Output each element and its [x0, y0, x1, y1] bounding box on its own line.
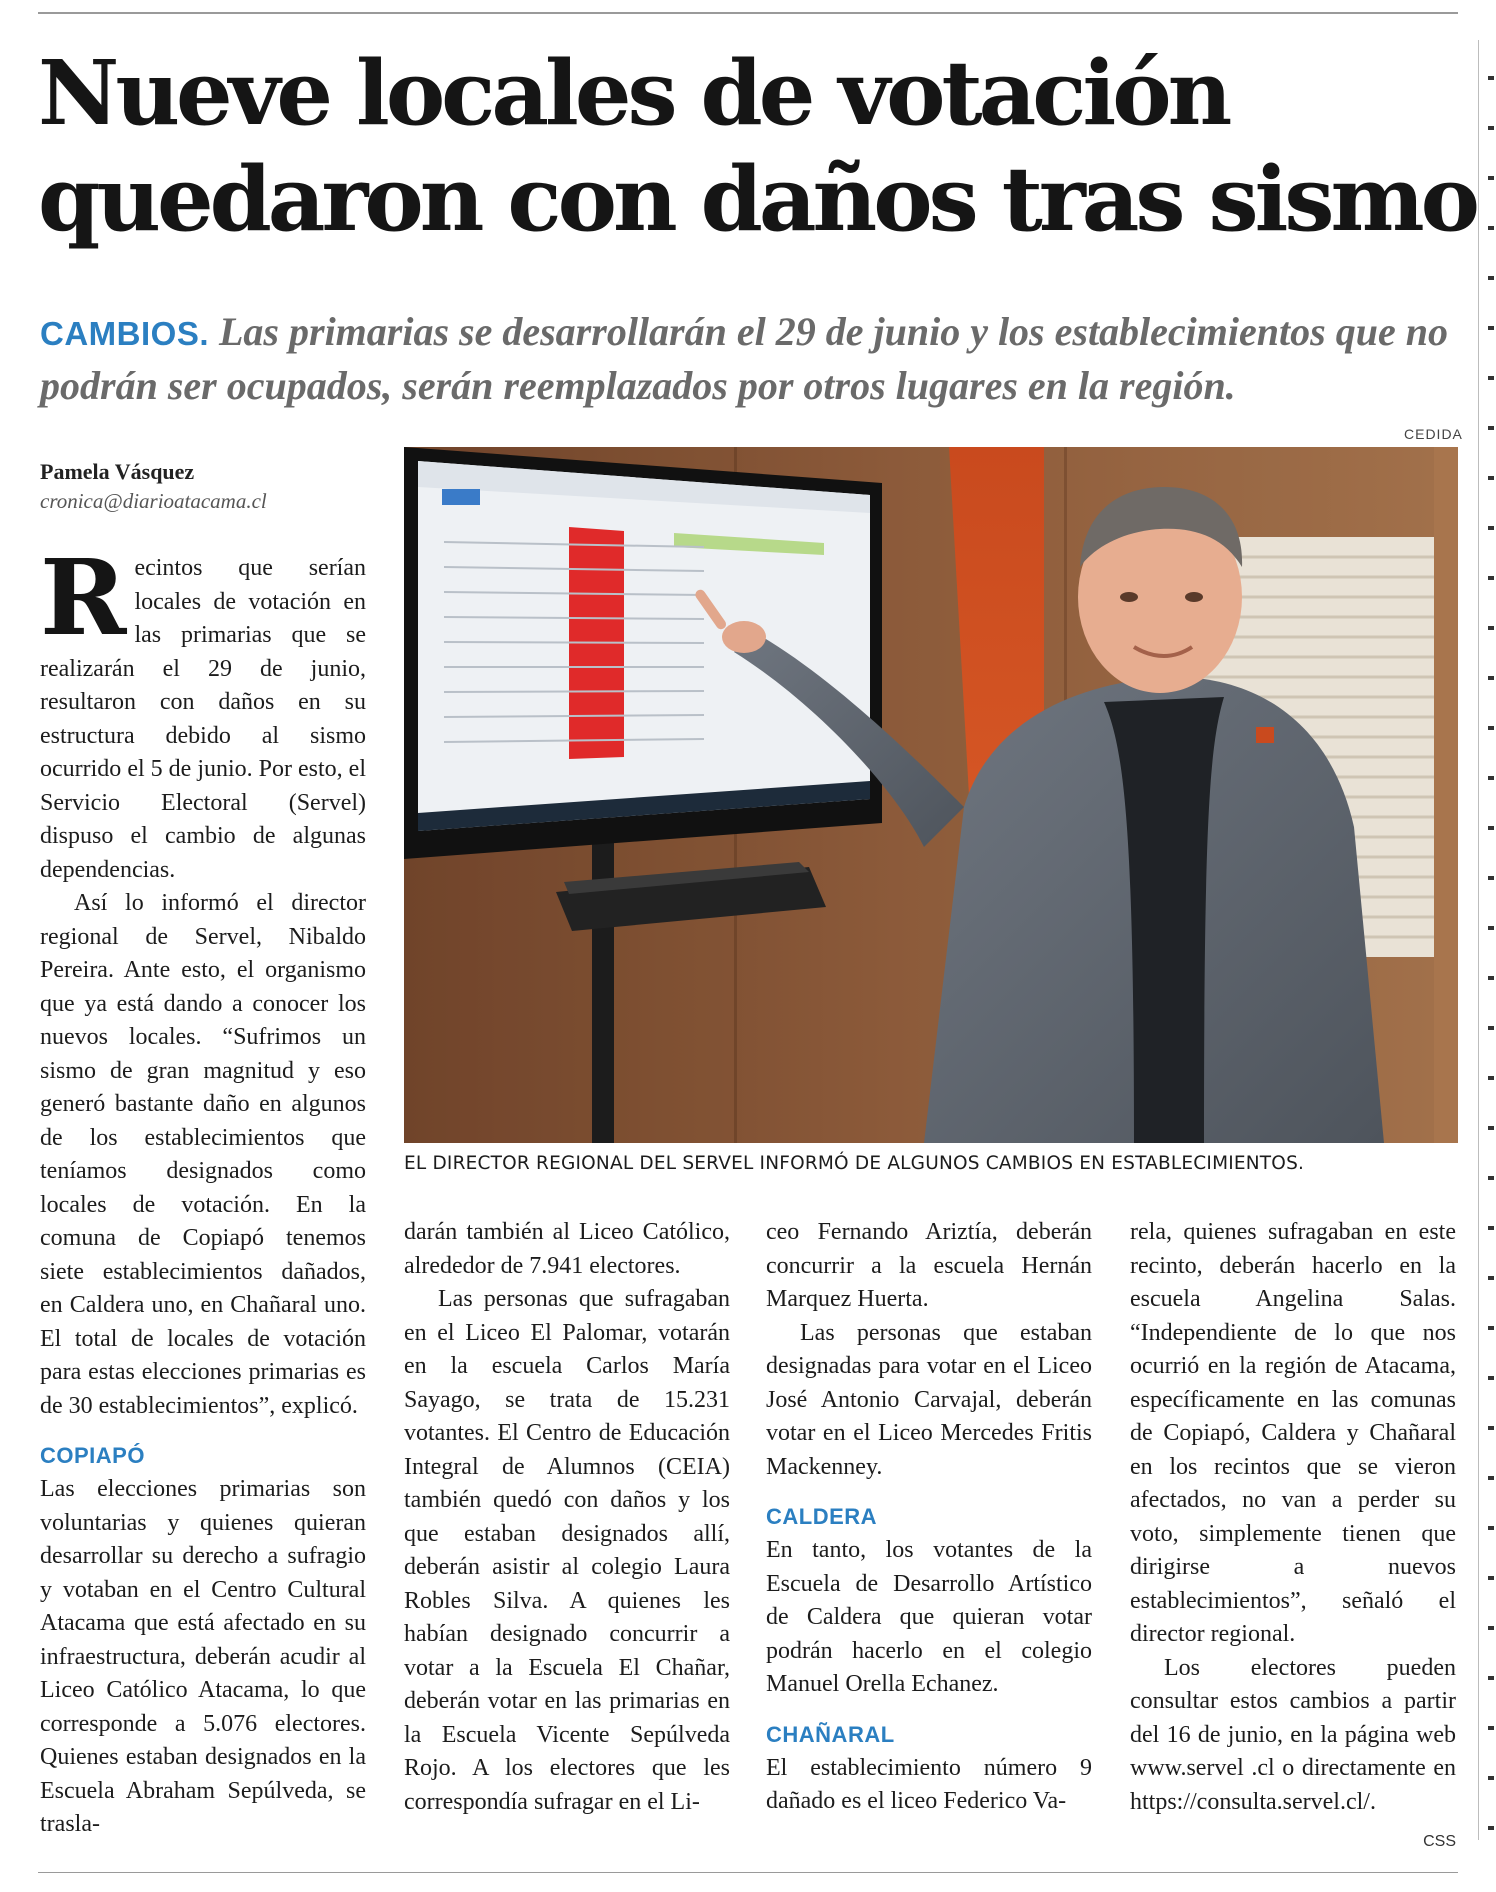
paragraph: Las personas que sufragaban en el Liceo El Palomar, votarán en la escuela Carlos María Sayago, se trata de 15.231 votantes. El Centro de Educación Integral de Alumnos (CEIA) también quedó con daños y los que estaban designados allí, deberán asistir al colegio Laura Robles Silva. A quienes les habían designado concurrir a votar a la Escuela El Chañar, deberán votar en las primarias en la Escuela Vicente Sepúlveda Rojo. A los electores que les correspondía sufragar en el Li- — [404, 1286, 730, 1815]
subhead-caldera: CALDERA — [766, 1504, 878, 1529]
photo-caption: EL DIRECTOR REGIONAL DEL SERVEL INFORMÓ DE ALGUNOS CAMBIOS EN ESTABLECIMIENTOS. — [404, 1153, 1305, 1174]
subhead-chanaral: CHAÑARAL — [766, 1721, 895, 1747]
article-photo — [404, 447, 1458, 1143]
subhead-copiapo: COPIAPÓ — [40, 1443, 145, 1468]
column-2 — [404, 1216, 730, 1819]
author-email: cronica@diarioatacama.cl — [40, 489, 267, 513]
paragraph: rela, quienes sufragaban en este recinto, deberán hacerlo en la escuela Angelina Salas. “Independiente de lo que nos ocurrió en la región de Atacama, específicamente en las comunas de Copiapó, Caldera y Chañaral en los recintos que se vieron afectados, no van a perder su voto, simplemente tienen que dirigirse a nuevos establecimientos”, señaló el director regional. — [1130, 1219, 1456, 1647]
author-name: Pamela Vásquez — [40, 459, 195, 484]
bottom-rule — [38, 1872, 1458, 1873]
end-mark: CSS — [1423, 1833, 1456, 1850]
paragraph: darán también al Liceo Católico, alrededor de 7.941 electores. — [404, 1219, 730, 1279]
photo-credit: CEDIDA — [1404, 426, 1463, 442]
paragraph: Así lo informó el director regional de Servel, Nibaldo Pereira. Ante esto, el organismo que ya está dando a conocer los nuevos locales. “Sufrimos un sismo de gran magnitud y eso generó bastante daño en algunos de los establecimientos que teníamos designados como locales de votación. En la comuna de Copiapó tenemos siete establecimientos dañados, en Caldera uno, en Chañaral uno. El total de locales de votación para estas elecciones primarias es de 30 establecimientos”, explicó. — [40, 890, 366, 1419]
paragraph: Las elecciones primarias son voluntarias y quienes quieran desarrollar su derecho a sufragio y votaban en el Centro Cultural Atacama que está afectado en su infraestructura, deberán acudir al Liceo Católico Atacama, lo que corresponde a 5.076 electores. Quienes estaban designados en la Escuela Abraham Sepúlveda, se trasla- — [40, 1476, 366, 1837]
deck — [40, 306, 1460, 412]
column-rule-right — [1478, 40, 1479, 1840]
paragraph: En tanto, los votantes de la Escuela de Desarrollo Artístico de Caldera que quieran votar podrán hacerlo en el colegio Manuel Orella Echanez. — [766, 1537, 1092, 1697]
deck-text: Las primarias se desarrollarán el 29 de junio y los establecimientos que no podrán ser ocupados, serán reemplazados por otros lugares en la región. — [40, 309, 1448, 408]
adjacent-page-edge — [1486, 30, 1496, 1870]
byline — [40, 458, 370, 516]
headline: Nueve locales de votación quedaron con daños tras sismo — [38, 40, 1477, 251]
deck-kicker: CAMBIOS. — [40, 315, 209, 352]
column-3 — [766, 1216, 1092, 1819]
paragraph: ceo Fernando Ariztía, deberán concurrir a la escuela Hernán Marquez Huerta. — [766, 1219, 1092, 1312]
photo-illustration — [404, 447, 1458, 1143]
paragraph: Los electores pueden consultar estos cambios a partir del 16 de junio, en la página web www.servel .cl o directamente en https://consulta.servel.cl/. — [1130, 1654, 1456, 1815]
top-rule — [38, 12, 1458, 14]
column-1 — [40, 536, 366, 1842]
paragraph: Las personas que estaban designadas para votar en el Liceo José Antonio Carvajal, deberán votar en el Liceo Mercedes Fritis Mackenney. — [766, 1319, 1092, 1480]
paragraph: El establecimiento número 9 dañado es el liceo Federico Va- — [766, 1754, 1092, 1814]
paragraph-lead: Recintos que serían locales de votación en las primarias que se realizarán el 29 de junio, resultaron con daños en su estructura debido al sismo ocurrido el 5 de junio. Por esto, el Servicio Electoral (Servel) dispuso el cambio de algunas dependencias. — [40, 536, 366, 883]
column-4 — [1130, 1216, 1456, 1859]
